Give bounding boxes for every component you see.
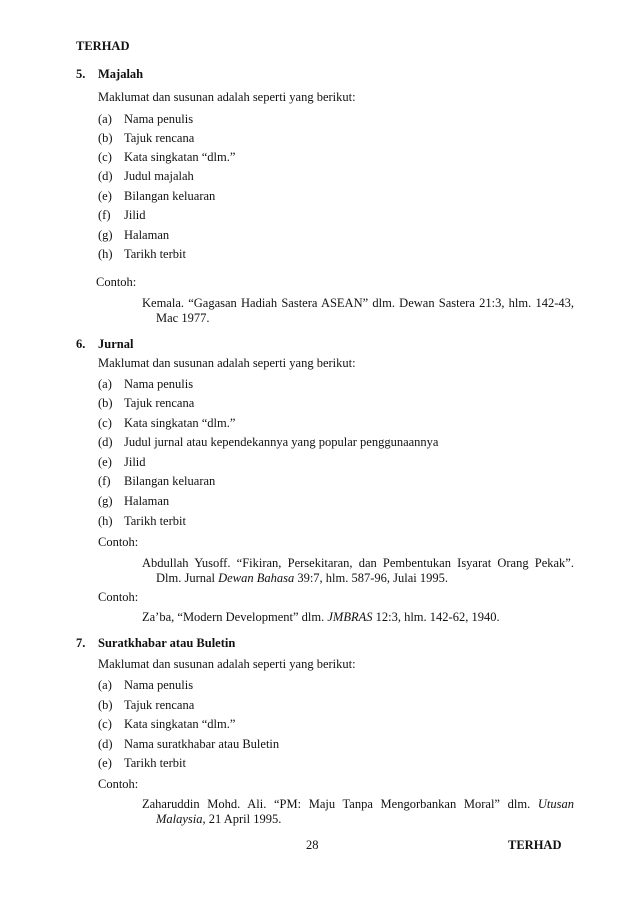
list-item [98, 208, 146, 223]
list-item-text: Jilid [124, 208, 146, 222]
section-intro: Maklumat dan susunan adalah seperti yang berikut: [98, 657, 356, 671]
list-item-text: Bilangan keluaran [124, 474, 216, 488]
list-item-text: Halaman [124, 494, 170, 508]
list-item-label: (a) [98, 377, 112, 391]
list-item-text: Tajuk rencana [124, 131, 195, 145]
citation-journal-title: Dewan Bahasa [218, 571, 295, 585]
list-item [98, 189, 215, 204]
citation-text: Za’ba, “Modern Development” dlm. [142, 610, 328, 624]
list-item-text: Tajuk rencana [124, 396, 195, 410]
example-citation [142, 610, 560, 625]
list-item-label: (c) [98, 150, 112, 164]
list-item [98, 756, 186, 771]
list-item [98, 247, 186, 262]
list-item-label: (f) [98, 474, 111, 488]
list-item-text: Halaman [124, 228, 170, 242]
example-citation: Kemala. “Gagasan Hadiah Sastera ASEAN” dlm. Dewan Sastera 21:3, hlm. 142-43, Mac 1977. [142, 296, 574, 325]
list-item-label: (d) [98, 169, 113, 183]
list-item [98, 228, 169, 243]
footer-classification: TERHAD [508, 838, 562, 852]
list-item-label: (b) [98, 396, 113, 410]
list-item-text: Bilangan keluaran [124, 189, 216, 203]
section-title: Majalah [98, 67, 144, 81]
list-item-text: Tarikh terbit [124, 247, 186, 261]
citation-text: Zaharuddin Mohd. Ali. “PM: Maju Tanpa Mengorbankan Moral” dlm. [142, 797, 538, 811]
list-item [98, 698, 194, 713]
section-title: Suratkhabar atau Buletin [98, 636, 236, 650]
example-label: Contoh: [98, 535, 139, 549]
list-item-text: Judul jurnal atau kependekannya yang popular penggunaannya [124, 435, 439, 449]
list-item-text: Tarikh terbit [124, 756, 186, 770]
section-intro: Maklumat dan susunan adalah seperti yang berikut: [98, 356, 356, 370]
list-item-text: Nama penulis [124, 377, 194, 391]
list-item-text: Kata singkatan “dlm.” [124, 717, 236, 731]
list-item-text: Nama penulis [124, 678, 194, 692]
section-number: 6. [76, 337, 86, 351]
list-item [98, 455, 146, 470]
list-item [98, 377, 193, 392]
page-number: 28 [306, 838, 319, 852]
list-item-label: (a) [98, 112, 112, 126]
example-citation [142, 556, 574, 586]
citation-text: Abdullah Yusoff. “Fikiran, Persekitaran, dan Pembentukan Isyarat Orang Pekak”. Dlm. Jurnal [142, 556, 574, 585]
section-heading-suratkhabar [76, 636, 235, 651]
list-item [98, 131, 194, 146]
section-heading-majalah [76, 67, 143, 82]
section-title: Jurnal [98, 337, 134, 351]
list-item-label: (b) [98, 131, 113, 145]
list-item-label: (b) [98, 698, 113, 712]
citation-newspaper-title: Utusan Malaysia [156, 797, 574, 826]
list-item-text: Judul majalah [124, 169, 194, 183]
list-item-label: (f) [98, 208, 111, 222]
section-intro: Maklumat dan susunan adalah seperti yang berikut: [98, 90, 356, 104]
list-item [98, 169, 194, 184]
example-label: Contoh: [98, 590, 139, 604]
list-item [98, 416, 235, 431]
list-item [98, 435, 438, 450]
citation-journal-title: JMBRAS [327, 610, 373, 624]
example-citation [142, 797, 574, 827]
list-item [98, 112, 193, 127]
list-item-label: (e) [98, 189, 112, 203]
section-number: 7. [76, 636, 86, 650]
list-item-text: Tarikh terbit [124, 514, 186, 528]
list-item [98, 717, 235, 732]
list-item [98, 396, 194, 411]
list-item-text: Nama suratkhabar atau Buletin [124, 737, 280, 751]
list-item-text: Nama penulis [124, 112, 194, 126]
list-item-label: (g) [98, 228, 113, 242]
list-item-label: (e) [98, 455, 112, 469]
citation-text: 39:7, hlm. 587-96, Julai 1995. [294, 571, 449, 585]
list-item-text: Tajuk rencana [124, 698, 195, 712]
list-item-label: (e) [98, 756, 112, 770]
list-item-text: Kata singkatan “dlm.” [124, 416, 236, 430]
citation-text: , 21 April 1995. [202, 812, 282, 826]
example-label: Contoh: [98, 777, 139, 791]
list-item-label: (d) [98, 737, 113, 751]
section-heading-jurnal [76, 337, 133, 352]
example-label: Contoh: [96, 275, 137, 289]
list-item-text: Jilid [124, 455, 146, 469]
list-item-label: (h) [98, 514, 113, 528]
list-item [98, 494, 169, 509]
header-classification: TERHAD [76, 39, 130, 53]
list-item-text: Kata singkatan “dlm.” [124, 150, 236, 164]
list-item-label: (d) [98, 435, 113, 449]
list-item-label: (c) [98, 717, 112, 731]
list-item-label: (g) [98, 494, 113, 508]
list-item-label: (h) [98, 247, 113, 261]
section-number: 5. [76, 67, 86, 81]
list-item [98, 514, 186, 529]
list-item [98, 150, 235, 165]
citation-text: 12:3, hlm. 142-62, 1940. [372, 610, 500, 624]
list-item [98, 474, 215, 489]
list-item-label: (c) [98, 416, 112, 430]
list-item-label: (a) [98, 678, 112, 692]
list-item [98, 678, 193, 693]
list-item [98, 737, 279, 752]
